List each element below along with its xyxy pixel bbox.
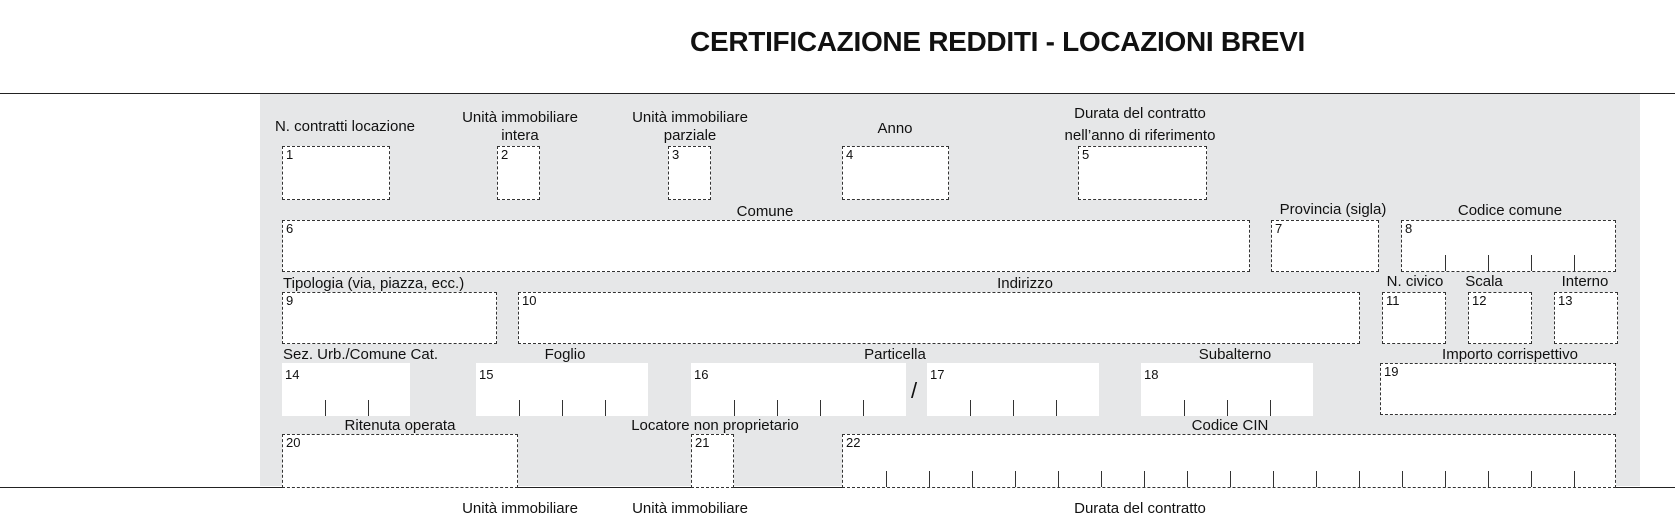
field-number: 19: [1384, 364, 1399, 379]
char-divider: [1402, 471, 1403, 487]
char-divider: [1316, 471, 1317, 487]
label-durata-1: Durata del contratto: [1074, 105, 1206, 122]
label-foglio: Foglio: [544, 346, 586, 363]
field-18-subalterno[interactable]: [1141, 363, 1313, 416]
field-2-unita-intera[interactable]: [497, 146, 540, 200]
field-number: 17: [930, 367, 945, 382]
label-unita-intera-2: intera: [501, 127, 539, 144]
label-interno: Interno: [1561, 273, 1609, 290]
label-tipologia: Tipologia (via, piazza, ecc.): [283, 275, 465, 292]
char-divider: [562, 400, 563, 416]
label-subalterno: Subalterno: [1198, 346, 1272, 363]
field-number: 8: [1405, 221, 1413, 236]
char-divider: [1270, 400, 1271, 416]
char-divider: [734, 400, 735, 416]
form-title: CERTIFICAZIONE REDDITI - LOCAZIONI BREVI: [690, 26, 1305, 57]
char-divider: [972, 471, 973, 487]
char-divider: [1488, 255, 1489, 271]
char-divider: [1574, 471, 1575, 487]
char-divider: [368, 400, 369, 416]
label-unita-intera-1: Unità immobiliare: [462, 109, 578, 126]
char-divider: [1574, 255, 1575, 271]
field-14-sez-urb[interactable]: [282, 363, 410, 416]
field-number: 18: [1144, 367, 1159, 382]
field-number: 16: [694, 367, 709, 382]
field-8-codice-comune[interactable]: [1401, 220, 1616, 272]
char-divider: [1056, 400, 1057, 416]
label-ritenuta: Ritenuta operata: [344, 417, 456, 434]
field-16-particella[interactable]: [691, 363, 906, 416]
label-unita-parziale-2: parziale: [663, 127, 717, 144]
field-21-locatore[interactable]: [691, 434, 734, 488]
field-4-anno[interactable]: [842, 146, 949, 200]
field-1-n-contratti[interactable]: [282, 146, 390, 200]
field-17-particella-ext[interactable]: [927, 363, 1099, 416]
char-divider: [1273, 471, 1274, 487]
field-number: 12: [1472, 293, 1487, 308]
label-importo: Importo corrispettivo: [1442, 346, 1578, 363]
field-number: 7: [1275, 221, 1283, 236]
label-codice-comune: Codice comune: [1457, 202, 1563, 219]
field-number: 22: [846, 435, 861, 450]
label-locatore: Locatore non proprietario: [631, 417, 799, 434]
field-number: 2: [501, 147, 509, 162]
char-divider: [929, 471, 930, 487]
particella-separator: /: [911, 378, 918, 403]
char-divider: [1359, 471, 1360, 487]
label-n-civico: N. civico: [1386, 273, 1444, 290]
field-13-interno[interactable]: [1554, 292, 1618, 344]
char-divider: [1101, 471, 1102, 487]
field-5-durata[interactable]: [1078, 146, 1207, 200]
label-unita-parziale-1: Unità immobiliare: [632, 109, 748, 126]
label-scala: Scala: [1465, 273, 1503, 290]
char-divider: [777, 400, 778, 416]
field-number: 9: [286, 293, 294, 308]
char-divider: [1013, 400, 1014, 416]
field-number: 6: [286, 221, 294, 236]
char-divider: [605, 400, 606, 416]
char-divider: [970, 400, 971, 416]
char-divider: [1230, 471, 1231, 487]
char-divider: [1015, 471, 1016, 487]
field-number: 1: [286, 147, 294, 162]
label-provincia: Provincia (sigla): [1279, 201, 1387, 218]
field-number: 13: [1558, 293, 1573, 308]
field-number: 20: [286, 435, 301, 450]
char-divider: [1445, 471, 1446, 487]
field-number: 5: [1082, 147, 1090, 162]
char-divider: [820, 400, 821, 416]
field-6-comune[interactable]: [282, 220, 1250, 272]
field-7-provincia[interactable]: [1271, 220, 1379, 272]
char-divider: [1144, 471, 1145, 487]
field-number: 15: [479, 367, 494, 382]
char-divider: [519, 400, 520, 416]
field-number: 3: [672, 147, 680, 162]
field-22-codice-cin[interactable]: [842, 434, 1616, 488]
label-codice-cin: Codice CIN: [1191, 417, 1269, 434]
field-number: 11: [1386, 293, 1400, 308]
label-anno: Anno: [877, 120, 913, 137]
field-15-foglio[interactable]: [476, 363, 648, 416]
field-19-importo[interactable]: [1380, 363, 1616, 415]
label-particella: Particella: [864, 346, 926, 363]
field-11-n-civico[interactable]: [1382, 292, 1446, 344]
char-divider: [863, 400, 864, 416]
label-sez-urb: Sez. Urb./Comune Cat.: [283, 346, 439, 363]
char-divider: [1227, 400, 1228, 416]
field-9-tipologia[interactable]: [282, 292, 497, 344]
field-10-indirizzo[interactable]: [518, 292, 1360, 344]
field-number: 4: [846, 147, 854, 162]
field-number: 14: [285, 367, 300, 382]
char-divider: [325, 400, 326, 416]
char-divider: [1445, 255, 1446, 271]
char-divider: [1531, 471, 1532, 487]
label-indirizzo: Indirizzo: [997, 275, 1053, 292]
field-number: 21: [695, 435, 710, 450]
label-next-durata: Durata del contratto: [1074, 500, 1206, 517]
field-20-ritenuta[interactable]: [282, 434, 518, 488]
char-divider: [886, 471, 887, 487]
label-next-unita-2: Unità immobiliare: [632, 500, 748, 517]
label-comune: Comune: [736, 203, 794, 220]
char-divider: [1058, 471, 1059, 487]
char-divider: [1488, 471, 1489, 487]
field-12-scala[interactable]: [1468, 292, 1532, 344]
label-durata-2: nell’anno di riferimento: [1064, 127, 1216, 144]
char-divider: [1187, 471, 1188, 487]
field-3-unita-parziale[interactable]: [668, 146, 711, 200]
char-divider: [1184, 400, 1185, 416]
char-divider: [1531, 255, 1532, 271]
label-next-unita-1: Unità immobiliare: [462, 500, 578, 517]
label-n-contratti: N. contratti locazione: [274, 118, 416, 135]
field-number: 10: [522, 293, 537, 308]
